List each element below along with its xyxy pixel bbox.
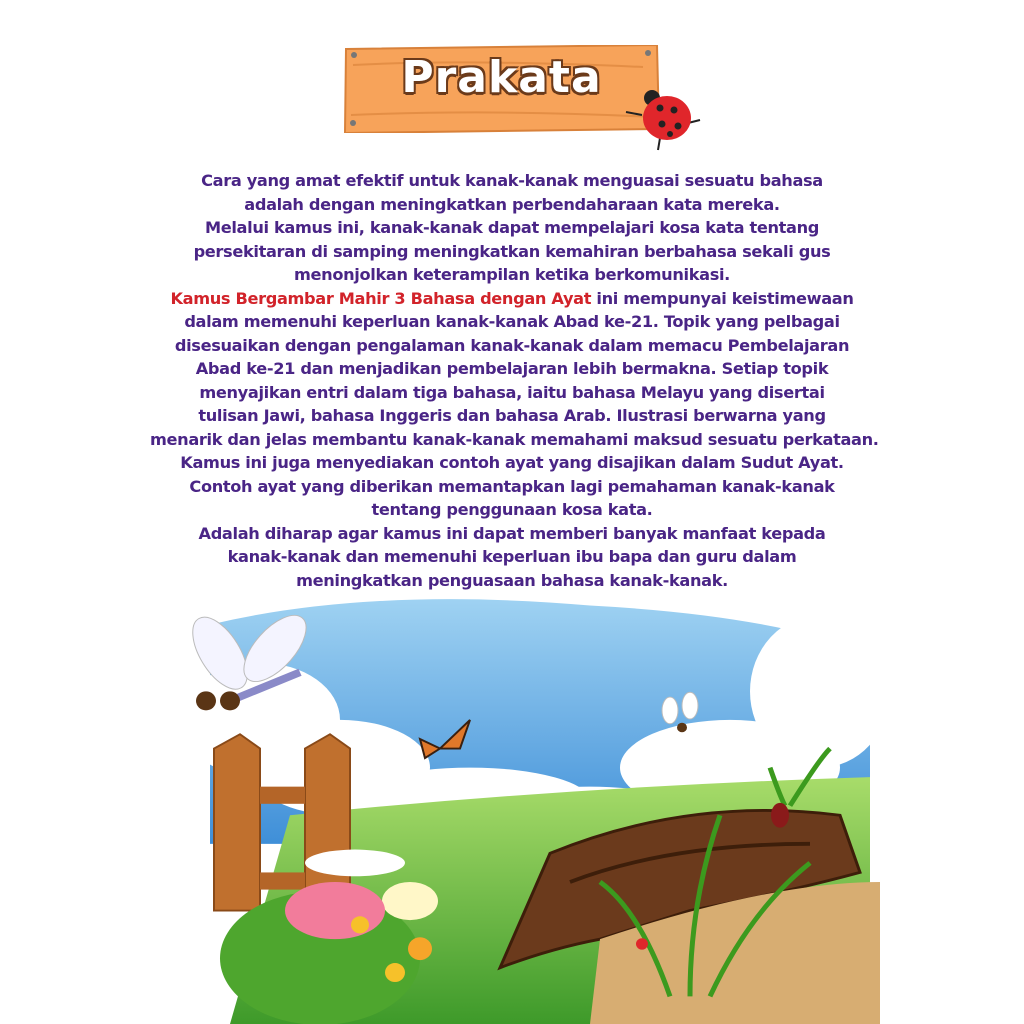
text-line: Cara yang amat efektif untuk kanak-kanak menguasai sesuatu bahasa	[201, 171, 823, 190]
preface-body	[150, 169, 879, 592]
book-title-highlight: Kamus Bergambar Mahir 3 Bahasa dengan Ayat	[170, 288, 592, 308]
text-line: kanak-kanak dan memenuhi keperluan ibu bapa dan guru dalam	[227, 547, 797, 566]
text-line: persekitaran di samping meningkatkan kemahiran berbahasa sekali gus	[193, 241, 831, 261]
text-line: Contoh ayat yang diberikan memantapkan lagi pemahaman kanak-kanak	[189, 476, 835, 496]
text-line: Kamus ini juga menyediakan contoh ayat yang disajikan dalam Sudut Ayat.	[180, 453, 844, 472]
text-line: Adalah diharap agar kamus ini dapat memberi banyak manfaat kepada	[198, 523, 826, 543]
text-line: Melalui kamus ini, kanak-kanak dapat mempelajari kosa kata tentang	[204, 218, 820, 237]
text-line-rest: ini mempunyai keistimewaan	[591, 288, 854, 308]
text-line: adalah dengan meningkatkan perbendaharaan kata mereka.	[244, 194, 780, 214]
text-line: Abad ke-21 dan menjadikan pembelajaran lebih bermakna. Setiap topik	[195, 359, 829, 378]
text-line: dalam memenuhi keperluan kanak-kanak Abad ke-21. Topik yang pelbagai	[184, 312, 840, 331]
text-line: disesuaikan dengan pengalaman kanak-kanak dalam memacu Pembelajaran	[174, 335, 850, 355]
ladybug-icon	[622, 80, 704, 152]
page-title: Prakata	[401, 52, 602, 103]
text-line: meningkatkan penguasaan bahasa kanak-kanak.	[296, 570, 728, 590]
text-line: menonjolkan keterampilan ketika berkomunikasi.	[294, 265, 730, 284]
beetle-icon	[771, 803, 789, 828]
text-line: menarik dan jelas membantu kanak-kanak memahami maksud sesuatu perkataan.	[150, 429, 879, 449]
text-line: menyajikan entri dalam tiga bahasa, iaitu bahasa Melayu yang disertai	[199, 382, 825, 402]
ladybug-small-icon	[636, 938, 648, 949]
text-line: tentang penggunaan kosa kata.	[371, 500, 653, 519]
text-line: tulisan Jawi, bahasa Inggeris dan bahasa Arab. Ilustrasi berwarna yang	[198, 406, 826, 425]
text-line	[150, 287, 874, 311]
garden-illustration	[170, 596, 880, 1024]
